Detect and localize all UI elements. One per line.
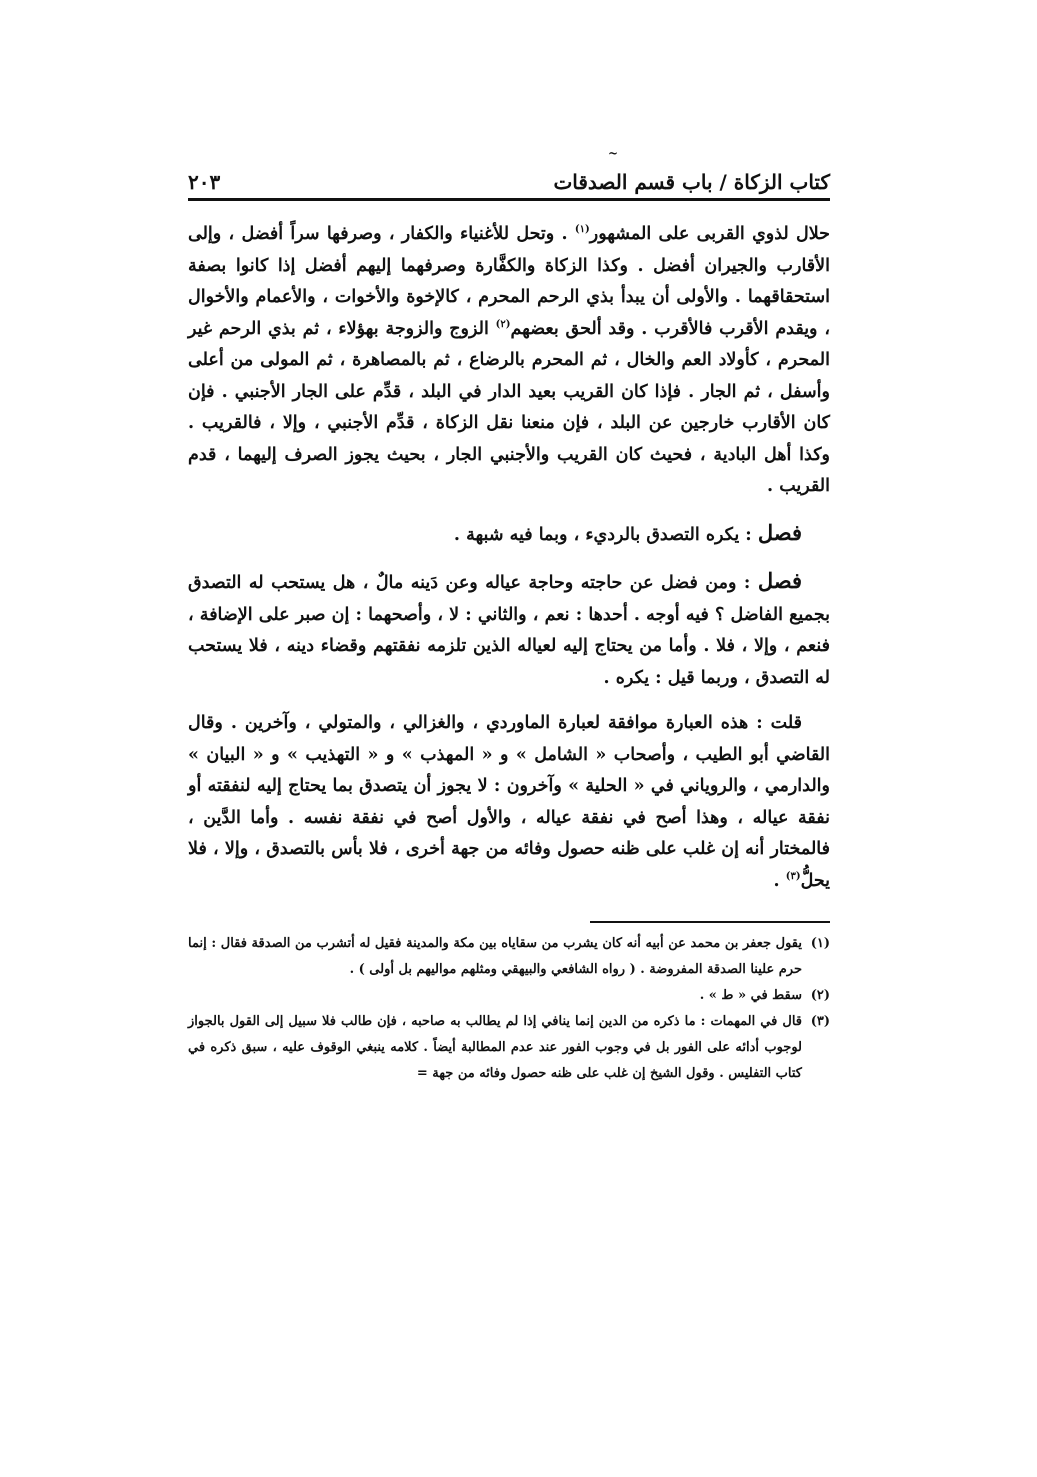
main-text <box>188 219 830 897</box>
section-fasl-1 <box>188 517 830 552</box>
footnote-divider <box>590 921 830 923</box>
top-mark: ~ <box>608 146 619 160</box>
page-header <box>188 160 830 198</box>
footnote-number: (٢) <box>810 988 830 1003</box>
footnote-1 <box>188 931 830 983</box>
paragraph-sadaqa-priority <box>188 219 830 503</box>
footnote-text: يقول جعفر بن محمد عن أبيه أنه كان يشرب من سقاياه بين مكة والمدينة فقيل له أتشرب من الصدقة فقال : إنما حرم علينا الصدقة المفروضة . ( رواه الشافعي والبيهقي ومثلهم مواليهم بل أولى ) . <box>188 936 802 977</box>
footnote-ref-3: (٣) <box>785 870 801 882</box>
footnote-ref-1: (١) <box>574 224 590 236</box>
footnote-number: (٣) <box>810 1014 830 1029</box>
page-content <box>188 160 830 1087</box>
footnote-ref-2: (٢) <box>495 318 511 330</box>
page-number: ٢٠٣ <box>188 170 221 194</box>
section-fasl-2 <box>188 565 830 694</box>
footnote-text: سقط في « ط » . <box>699 988 802 1003</box>
section-heading: فصل <box>757 519 802 545</box>
footnotes <box>188 931 830 1087</box>
section-text: : يكره التصدق بالرديء ، وبما فيه شبهة . <box>453 524 758 545</box>
footnote-3 <box>188 1009 830 1087</box>
section-text: : ومن فضل عن حاجته وحاجة عياله وعن دَينه مالٌ ، هل يستحب له التصدق بجميع الفاضل ؟ فيه أوجه . أحدها : نعم ، والثاني : لا ، وأصحهما : إن صبر على الإضافة ، فنعم ، وإلا ، فلا . وأما من يحتاج إليه لعياله الذين تلزمه نفقتهم وقضاء دينه ، فلا يستحب له التصدق ، وربما قيل : يكره . <box>188 573 830 688</box>
running-title: كتاب الزكاة / باب قسم الصدقات <box>553 170 830 194</box>
paragraph-text: حلال لذوي القربى على المشهور <box>589 224 830 244</box>
footnote-2 <box>188 983 830 1009</box>
paragraph-text: قلت : هذه العبارة موافقة لعبارة الماوردي ، والغزالي ، والمتولي ، وآخرين . وقال القاضي أبو الطيب ، وأصحاب « الشامل » و « المهذب » و « التهذيب » و « البيان » والدارمي ، والروياني في « الحلية » وآخرون : لا يجوز أن يتصدق بما يحتاج إليه لنفقته أو نفقة عياله ، وهذا أصح في نفقة عياله ، والأول أصح في نفقة نفسه . وأما الدَّين ، فالمختار أنه إن غلب على ظنه حصول وفائه من جهة أخرى ، فلا بأس بالتصدق ، وإلا ، فلا يحلُّ <box>188 713 830 891</box>
paragraph-text: . <box>773 870 786 891</box>
section-heading: فصل <box>757 568 802 593</box>
footnote-number: (١) <box>810 936 830 951</box>
footnote-text: قال في المهمات : ما ذكره من الدين إنما ينافي إذا لم يطالب به صاحبه ، فإن طالب فلا سبيل إلى القول بالجواز لوجوب أدائه على الفور بل في وجوب الفور عند عدم المطالبة أيضاً . كلامه ينبغي الوقوف عليه ، سبق ذكره في كتاب التفليس . وقول الشيخ إن غلب على ظنه حصول وفائه من جهة = <box>188 1014 802 1081</box>
header-rule <box>188 198 830 201</box>
paragraph-text: الزوج والزوجة بهؤلاء ، ثم بذي الرحم غير المحرم ، كأولاد العم والخال ، ثم المحرم بالرضاع ، ثم بالمصاهرة ، ثم المولى من أعلى وأسفل ، ثم الجار . فإذا كان القريب بعيد الدار في البلد ، قدِّم على الجار الأجنبي . فإن كان الأقارب خارجين عن البلد ، فإن منعنا نقل الزكاة ، قدِّم الأجنبي ، وإلا ، فالقريب . وكذا أهل البادية ، فحيث كان القريب والأجنبي الجار ، بحيث يجوز الصرف إليهما ، قدم القريب . <box>188 318 830 496</box>
paragraph-text: . وتحل للأغنياء والكفار ، وصرفها سراً أفضل ، وإلى الأقارب والجيران أفضل . وكذا الزكاة والكفَّارة وصرفهما إليهم أفضل إذا كانوا بصفة استحقاقهما . والأولى أن يبدأ بذي الرحم المحرم ، كالإخوة والأخوات ، والأعمام والأخوال ، ويقدم الأقرب فالأقرب . وقد ألحق بعضهم <box>188 224 830 339</box>
paragraph-qult <box>188 708 830 897</box>
